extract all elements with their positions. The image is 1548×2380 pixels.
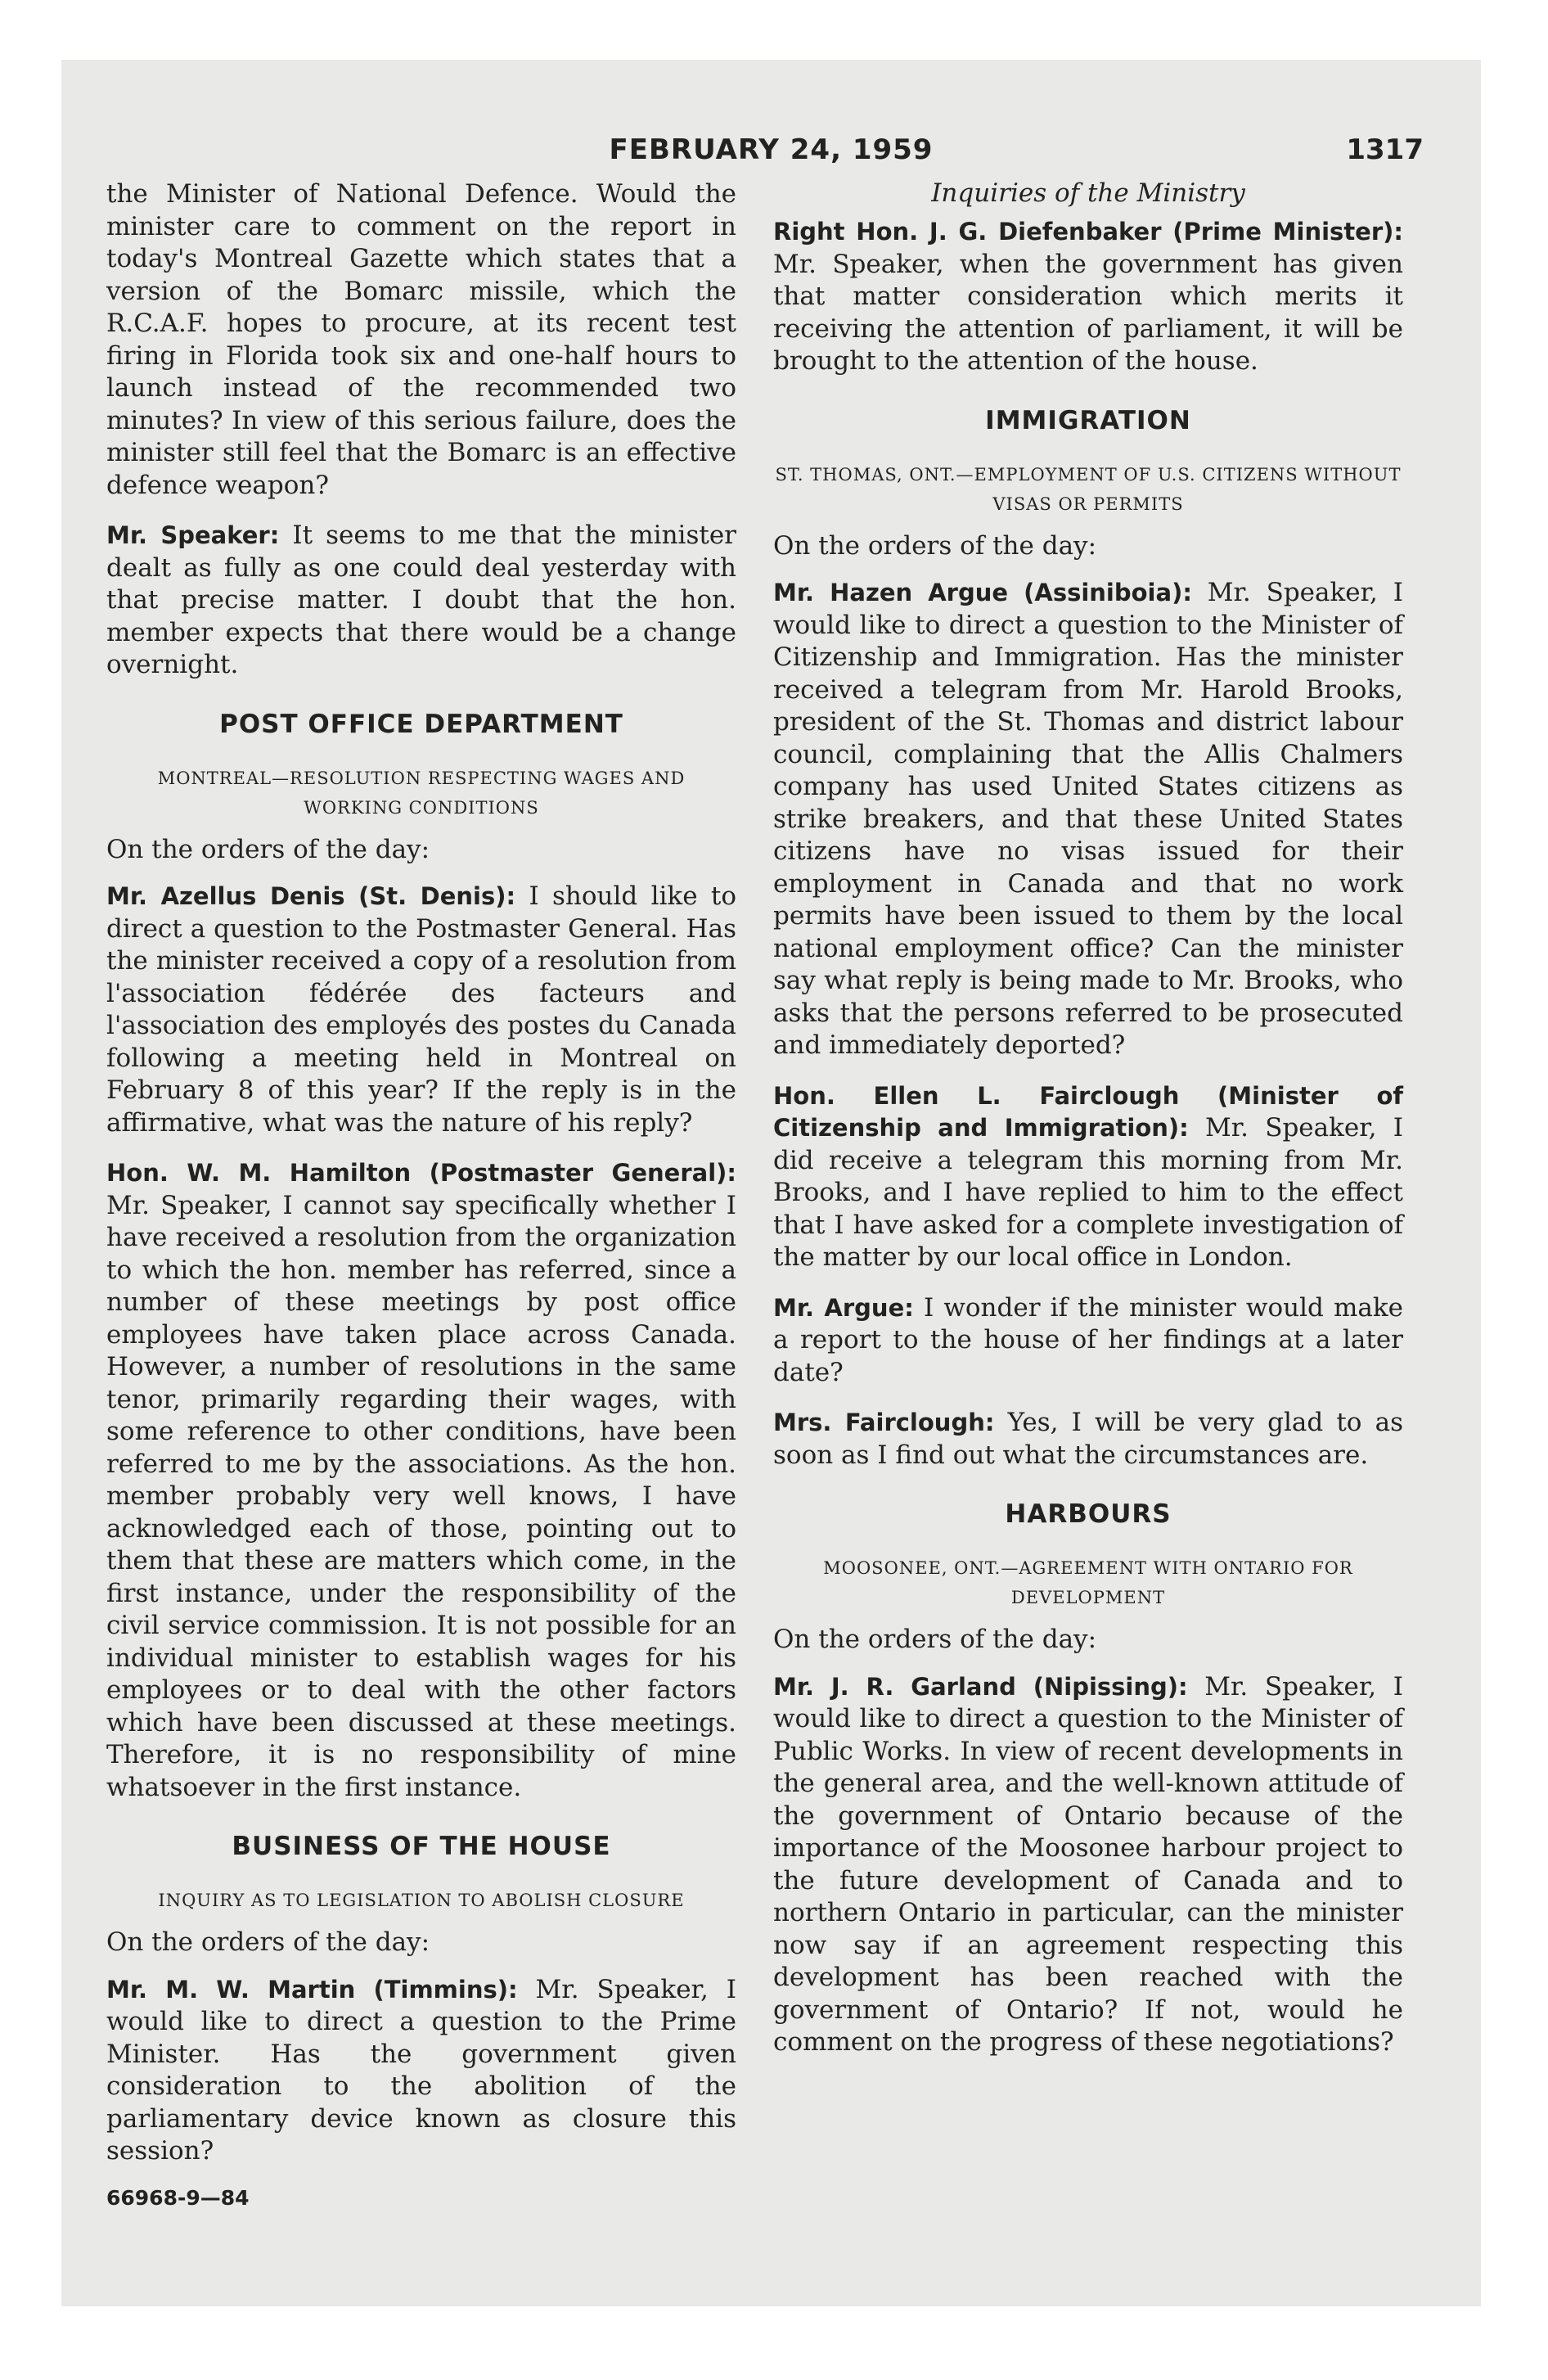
speaker-name: Right Hon. J. G. Diefenbaker (Prime Minister): [773, 218, 1403, 246]
paragraph [773, 1292, 1403, 1390]
speaker-name: Mr. Argue: [773, 1293, 914, 1322]
speaker-name: Mr. Hazen Argue (Assiniboia): [773, 579, 1192, 606]
orders-of-day: On the orders of the day: [773, 530, 1097, 561]
page-header [61, 133, 1481, 183]
speaker-name: Mr. J. R. Garland (Nipissing): [773, 1672, 1188, 1701]
speech-text: Mr. Speaker, I cannot say specifically whether I have received a resolution from the organization to which the hon. member has referred, since a number of these meetings by post office employees have taken place across Canada. However, a number of resolutions in the same tenor, primarily regarding their wages, with some reference to other conditions, have been referred to me by the associations. As the hon. member probably very well knows, I have acknowledged each of those, pointing out to them that these are matters which come, in the first instance, under the responsibility of the civil service commission. It is not possible for an individual minister to establish wages for his employees or to deal with the other factors which have been discussed at these meetings. Therefore, it is no responsibility of mine whatsoever in the first instance. [106, 1190, 736, 1802]
speaker-name: Mr. M. W. Martin (Timmins): [106, 1975, 518, 2004]
section-heading: HARBOURS [1005, 1499, 1172, 1529]
orders-of-day: On the orders of the day: [106, 834, 430, 864]
paragraph [106, 520, 736, 682]
paragraph [773, 216, 1403, 378]
speech-text: I wonder if the minister would make a report to the house of her findings at a later date? [773, 1292, 1403, 1387]
page-number: 1317 [1346, 133, 1424, 166]
print-code: 66968-9—84 [106, 2185, 250, 2210]
paragraph [106, 1157, 736, 1804]
section-heading: IMMIGRATION [985, 405, 1191, 435]
right-column [773, 178, 1403, 2077]
speaker-name: Mrs. Fairclough: [773, 1409, 995, 1436]
paragraph: the Minister of National Defence. Would the minister care to comment on the report in today's Montreal Gazette which states that a version of the Bomarc missile, which the R.C.A.F. hopes to procure, at its recent test firing in Florida took six and one-half hours to launch instead of the recommended two minutes? In view of this serious failure, does the minister still feel that the Bomarc is an effective defence weapon? [106, 179, 736, 500]
paragraph [773, 1671, 1403, 2059]
section-subheading: MONTREAL—RESOLUTION RESPECTING WAGES AND WORKING CONDITIONS [157, 768, 686, 818]
speaker-name: Mr. Azellus Denis (St. Denis): [106, 882, 516, 910]
speech-text: Mr. Speaker, I did receive a telegram this morning from Mr. Brooks, and I have replied to him to the effect that I have asked for a complete investigation of the matter by our local office in London. [773, 1113, 1404, 1272]
speaker-name: Hon. Ellen L. Fairclough (Minister of Citizenship and Immigration): [773, 1081, 1403, 1142]
speaker-name: Mr. Speaker: [106, 521, 280, 549]
document-page [61, 60, 1481, 2306]
speech-text: Mr. Speaker, I would like to direct a question to the Minister of Citizenship and Immigration. Has the minister received a telegram from Mr. Harold Brooks, president of the St. Thomas and district labour council, complaining that the Allis Chalmers company has used United States citizens as strike breakers, and that these United States citizens have no visas issued for their employment in Canada and that no work permits have been issued to them by the local national employment office? Can the minister say what reply is being made to Mr. Brooks, who asks that the persons referred to be prosecuted and immediately deported? [773, 578, 1403, 1060]
orders-of-day: On the orders of the day: [106, 1927, 430, 1957]
speech-text: Yes, I will be very glad to as soon as I find out what the circumstances are. [773, 1408, 1403, 1470]
paragraph [106, 881, 736, 1139]
orders-of-day: On the orders of the day: [773, 1625, 1097, 1654]
paragraph [773, 1407, 1403, 1472]
section-heading: POST OFFICE DEPARTMENT [219, 709, 623, 739]
speech-text: I should like to direct a question to the Postmaster General. Has the minister received a copy of a resolution from l'association fédérée des facteurs and l'association des employés des postes du Canada following a meeting held in Montreal on February 8 of this year? If the reply is in the affirmative, what was the nature of his reply? [106, 881, 736, 1138]
section-subheading: INQUIRY AS TO LEGISLATION TO ABOLISH CLOSURE [158, 1891, 685, 1910]
paragraph [773, 1080, 1403, 1274]
section-subheading: ST. THOMAS, ONT.—EMPLOYMENT OF U.S. CITIZENS WITHOUT VISAS OR PERMITS [775, 464, 1402, 514]
left-column [106, 178, 736, 2210]
running-head: Inquiries of the Ministry [931, 178, 1245, 208]
speaker-name: Hon. W. M. Hamilton (Postmaster General): [106, 1159, 736, 1187]
section-subheading: MOOSONEE, ONT.—AGREEMENT WITH ONTARIO FOR DEVELOPMENT [823, 1558, 1353, 1607]
page-date: FEBRUARY 24, 1959 [609, 133, 934, 166]
paragraph [773, 577, 1403, 1062]
section-heading: BUSINESS OF THE HOUSE [232, 1832, 611, 1861]
speech-text: Mr. Speaker, when the government has given that matter consideration which merits it receiving the attention of parliament, it will be brought to the attention of the house. [773, 249, 1403, 376]
speech-text: Mr. Speaker, I would like to direct a question to the Minister of Public Works. In view of recent developments in the general area, and the well-known attitude of the government of Ontario because of the importance of the Moosonee harbour project to the future development of Canada and to northern Ontario in particular, can the minister now say if an agreement respecting this development has been reached with the government of Ontario? If not, would he comment on the progress of these negotiations? [773, 1671, 1403, 2057]
speech-text: Mr. Speaker, I would like to direct a question to the Prime Minister. Has the government given consideration to the abolition of the parliamentary device known as closure this session? [106, 1974, 737, 2166]
speech-text: It seems to me that the minister dealt as fully as one could deal yesterday with that precise matter. I doubt that the hon. member expects that there would be a change overnight. [106, 521, 736, 679]
paragraph [106, 1974, 736, 2168]
